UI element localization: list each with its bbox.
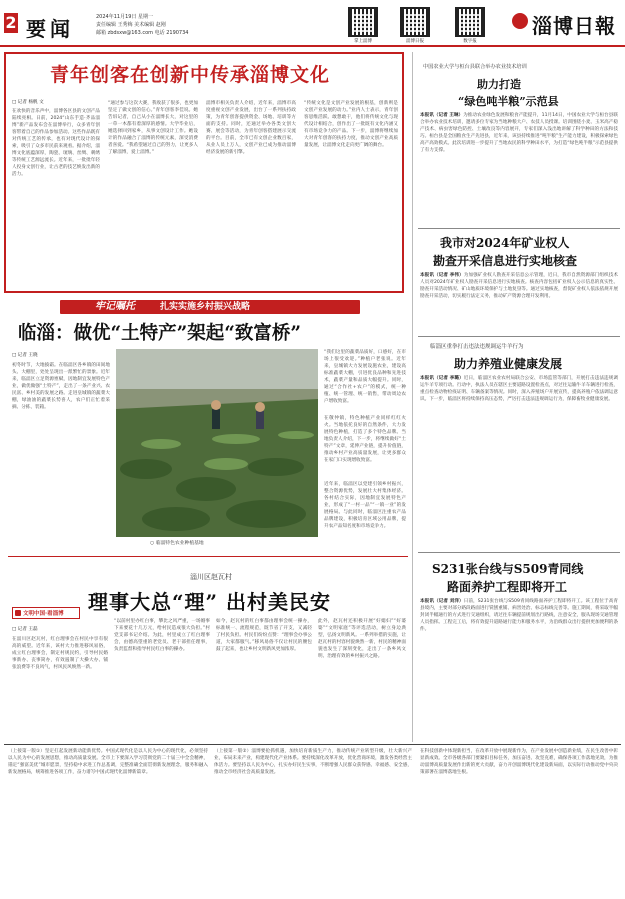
civilization-label — [12, 607, 80, 619]
story-col-4: 此外，赵瓦村还积极开展“好媳妇”“好婆婆”“文明家庭”等评选活动，树立身边典型，弘扬文明新风。一系列举措的实施，让赵瓦村的村容村貌焕然一新，村民的精神面貌也发生了深刻变化，走出了一条乡风文明、治理有效的乡村振兴之路。 — [318, 619, 406, 659]
farm-photo-svg — [116, 349, 318, 537]
qr-label-2: 淄博日报 — [406, 39, 424, 44]
page-number-badge — [4, 13, 18, 33]
story-col-3: 如今，赵瓦村的红白事都由理事会统一操办，标准统一、流程规范，既节省了开支，又减轻了村民负担。村民们纷纷点赞：“理事会办事公道，大家都服气。”移风易俗不仅让村民的腰包鼓了起来，也让乡村文明新风更加浓厚。 — [216, 619, 312, 652]
page-number: 2 — [5, 13, 17, 32]
qr-label-3: 数字报 — [463, 39, 477, 44]
lead-story-title: 青年创客在创新中传承淄博文化 — [50, 64, 331, 86]
photo-caption: ○ 临淄特色农业种植基地 — [150, 541, 204, 546]
right-top-kicker: 中国农业大学与桓台县联合举办农业技术培训 — [423, 64, 527, 70]
masthead — [0, 0, 625, 46]
civilization-label-text: 文明中国·看淄博 — [23, 611, 64, 617]
right-mid-title-1: 我市对2024年矿业权人 — [440, 236, 570, 250]
bottom-rule — [4, 744, 621, 745]
paper-logo-seal — [512, 13, 528, 29]
right-mid2-title: 助力养殖业健康发展 — [454, 357, 563, 371]
right-mid2-body: 本报讯（记者 李璐）近日，临淄区农业农村局联合公安、市场监管等部门，开展打击违法违规调运牛羊专项行动。行动中，执法人员在辖区主要道路设置检查点，对过往运输牛羊车辆进行检查，重点检查动物检疫证明、车辆备案等情况。同时，深入养殖场户开展宣传，提高养殖户依法调运意识。下一步，临淄区将持续保持高压态势，严厉打击违法违规调运行为，保障畜牧业健康发展。 — [420, 376, 618, 402]
right-bot-title-1: S231张台线与S509青同线 — [432, 562, 584, 576]
special-banner-text: 扎实实施乡村振兴战略 — [160, 302, 251, 312]
continued-mid: （上接第一版②）淄博要抢抓机遇，加快培育新质生产力，推动传统产业转型升级，壮大新兴产业，布局未来产业，构建现代化产业体系。要持续深化改革开放，优化营商环境，激发各类经营主体活力。要坚持以人民为中心，扎实办好民生实事，不断增强人民群众获得感、幸福感、安全感，推动全市经济社会高质量发展。 — [214, 749, 412, 775]
qr-label-1: 掌上淄博 — [354, 39, 372, 44]
right-bot-body: 本报讯（记者 刘洋）日前，S231张台线与S509青同线路面养护工程即将开工。该工程位于高青县境内，主要对部分路段路面进行铣刨重铺、病害处治、标志标线完善等。施工期间，将采取半幅封闭半幅通行的方式进行交通组织，请过往车辆提前规划出行路线，注意安全，服从现场交通管理人员指挥。工程完工后，将有效提升道路通行能力和服务水平，为沿线群众出行提供更加便利的条件。 — [420, 599, 618, 632]
lead-col-4: “传统文化是文创产业发展的根基，创新则是文创产业发展的动力。”业内人士表示，青年创客思维活跃、敢想敢干，他们将传统文化与现代设计相结合，创作出了一批既有文化内涵又有市场竞争力的产品。下一步，淄博将继续加大对青年创客的扶持力度，推动文创产业高质量发展，让淄博文化走向更广阔的舞台。 — [304, 101, 398, 148]
story-col-1: 在淄川区赵瓦村，红白理事会在村民中享有很高的威望。近年来，该村大力推进移风易俗，成立红白理事会，制定村规民约，引导村民婚事新办、丧事简办，有效遏制了大操大办、铺张浪费等不良风气，村风民风焕然一新。 — [12, 637, 108, 670]
special-bottom-rule — [8, 556, 408, 557]
special-title: 临淄：做优“土特产”架起“致富桥” — [18, 323, 302, 344]
farm-photo — [116, 349, 318, 537]
right-mid2-kicker: 临淄区重拳打击违法违规调运牛羊行为 — [430, 344, 524, 350]
right-mid2-rule — [418, 552, 620, 553]
special-col-4: 近年来，临淄区以党建引领乡村振兴，整合资源优势，发展壮大村集体经济。各村结合实际，因地制宜发展特色产业，形成了“一村一品”“一镇一业”的发展格局。与此同时，临淄区注重农产品品牌建设，积极培育区域公用品牌，提升农产品知名度和市场竞争力。 — [324, 482, 406, 529]
qr-code-2 — [400, 7, 430, 37]
right-top-title-1: 助力打造 — [477, 78, 521, 91]
right-top-title-2: “绿色吨半粮”示范县 — [458, 95, 559, 108]
section-name: 要闻 — [26, 17, 74, 41]
story-kicker: 淄川区赵瓦村 — [190, 573, 232, 581]
right-mid-body: 本报讯（记者 李伟）为加强矿业权人勘查开采信息公示管理，近日，我市自然资源部门组织技术人员对2024年矿业权人勘查开采信息进行实地核查。核查内容包括矿业权人公示信息的真实性、勘查开采活动情况、矿山地质环境保护与土地复垦等。通过实地核查，督促矿业权人依法依规开展勘查开采活动，切实履行法定义务，推动矿产资源合理开发利用。 — [420, 273, 618, 299]
special-col-2: “我们这里的蔬菜品质好，口感好，在市场上很受欢迎。”种植户老张说。近年来，皇城镇大力发展设施农业，建设高标准蔬菜大棚，引进优良品种和先进技术，蔬菜产量和品质大幅提升。同时，通过“合作社+农户”的模式，统一种植、统一管理、统一销售，带动周边农户增收致富。 — [324, 350, 406, 404]
right-bot-title-2: 路面养护工程即将开工 — [447, 580, 568, 594]
special-banner-script: 牢记嘱托 — [95, 301, 135, 312]
continued-right: 在科技创新中体现新担当，在改革开放中展现新作为，在产业发展中创造新业绩，在民生改善中彰显新成效。全市各级各部门要紧扣目标任务，加压奋进、攻坚克难，确保各项工作落地见效，为推动淄博高质量发展作出新的更大贡献，奋力开创淄博现代化建设新局面，以实际行动推动党中央决策部署在淄博落地生根。 — [420, 749, 618, 775]
editors-line: 责任编辑 王秀梅 美术编辑 赵刚 — [96, 22, 166, 28]
lead-col-2: “通过参与这次大赛，我收获了很多，也更加坚定了做文创的信心。”青年创客李佳说。她告诉记者，自己从小在淄博长大，对这里的一草一木都有着深厚的感情。大学毕业后，她选择回到家乡，从事文创设计工作。她设计的作品融合了淄博的传统元素，深受消费者喜爱。“我希望通过自己的努力，让更多人了解淄博，爱上淄博。” — [108, 101, 198, 155]
masthead-rule — [0, 45, 625, 47]
story-title: 理事大总“理” 出村美民安 — [88, 590, 331, 614]
story-col-2: “以前村里办红白事，攀比之风严重，一场婚事下来要花十几万元，给村民造成很大负担。”村党支部书记介绍。为此，村里成立了红白理事会，由德高望重的老党员、老干部担任理事，负责监督和指导村民红白事的操办。 — [114, 619, 210, 652]
right-mid-title-2: 勘查开采信息进行实地核查 — [433, 254, 578, 268]
right-top-rule — [418, 228, 620, 229]
lead-col-3: 淄博市相关负责人介绍，近年来，淄博市高度重视文创产业发展，出台了一系列扶持政策，为青年创客提供资金、场地、培训等方面的支持。同时，还通过举办各类文创大赛、展会等活动，为青年创客搭建展示交流的平台。目前，全市已有文创企业数百家，从业人员上万人，文创产业已成为推动淄博经济发展的新引擎。 — [206, 101, 296, 155]
story-byline: □ 记者 王磊 — [12, 627, 38, 632]
lead-col-1: 在欢快的音乐声中，淄博各区县的文创产品陆续亮相。日前，2024“山东手造·齐品淄博”新产品发布会在淄博举行，众多青年创客带着自己的作品参加活动。这些作品既有对传统工艺的传承，也有对现代设计的探索，吸引了众多市民前来观看。据介绍，淄博文化底蕴深厚，陶瓷、琉璃、丝绸、刺绣等传统工艺源远流长。近年来，一批批年轻人投身文创行业，让古老的技艺焕发出新的活力。 — [12, 109, 100, 177]
right-mid-rule — [418, 336, 620, 337]
date-line: 2024年11月19日 星期一 — [96, 14, 154, 20]
qr-code-3 — [455, 7, 485, 37]
civilization-icon — [15, 610, 21, 616]
right-column-divider — [412, 52, 413, 742]
right-top-body: 本报讯（记者 王琳）为推动农业绿色发展和粮食产能提升，11月14日，中国农业大学与桓台县联合举办农业技术培训，邀请多位专家为当地种粮大户、农技人员授课。培训围绕小麦、玉米高产稳产技术、病虫害绿色防控、土壤改良等内容展开，专家们深入浅出地讲解了科学种田的方法和技巧。桓台县是全国粮食生产先进县，近年来，该县持续推进“吨半粮”生产能力建设，积极探索绿色高产高效模式。此次培训进一步提升了当地农民的科学种田水平，为打造“绿色吨半粮”示范县提供了有力支撑。 — [420, 113, 618, 153]
special-col-3: 在敬仲镇，特色种植产业同样红红火火。当地依托良好的自然条件，大力发展特色种植，打造了多个特色品牌。当地负责人介绍，下一步，将继续做好“土特产”文章，延伸产业链，提升价值链，推动乡村产业高质量发展，让更多群众在家门口实现增收致富。 — [324, 416, 406, 463]
special-col-1: 初冬时节，大地披霜。在临淄区各乡镇的田间地头、大棚里，处处呈现出一派繁忙的景象。近年来，临淄区立足资源禀赋，因地制宜发展特色产业，做优做强“土特产”，走出了一条产业兴、农民富、乡村美的发展之路。走进皇城镇的蔬菜大棚，绿油油的蔬菜长势喜人，农户们正忙着采摘、分拣、装箱。 — [12, 363, 110, 410]
qr-code-1 — [348, 7, 378, 37]
special-byline: □ 记者 王晓 — [12, 353, 38, 358]
lead-byline: □ 记者 杨帆 文 — [12, 100, 44, 105]
continued-left: （上接第一版①）坚定扛起发展新动能新优势。中国式现代化是以人民为中心的现代化，必须坚持以人民为中心的发展思想，推动高质量发展。全市上下要深入学习贯彻党的二十届三中全会精神，锚定“强富美优”城市愿景，坚持稳中求进工作总基调，完整准确全面贯彻新发展理念，服务和融入新发展格局，统筹推进各项工作，奋力谱写中国式现代化淄博新篇章。 — [8, 749, 208, 775]
contact-line: 邮箱 zbdsxw@163.com 电话 2190734 — [96, 30, 189, 36]
paper-name: 淄博日報 — [532, 14, 616, 38]
